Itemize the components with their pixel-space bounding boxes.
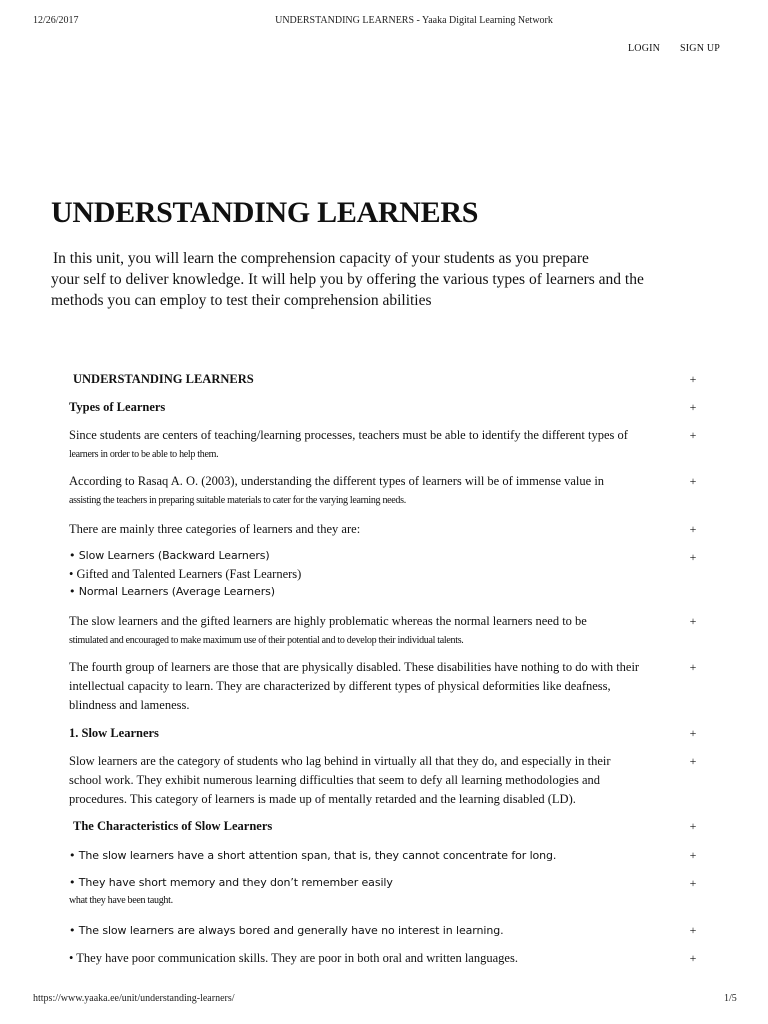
list-item: • Slow Learners (Backward Learners) <box>69 549 270 562</box>
expand-toggle[interactable]: + <box>689 372 697 386</box>
section-paragraph: According to Rasaq A. O. (2003), understanding the different types of learners will be of immense value in assisting the teachers in preparing suitable materials to cater for the varying learning needs. <box>69 474 605 506</box>
intro-line: In this unit, you will learn the comprehension capacity of your students as you prepare <box>53 250 589 267</box>
expand-toggle[interactable]: + <box>689 726 697 740</box>
section-paragraph: Slow learners are the category of students who lag behind in virtually all that they do, and especially in their school work. They exhibit numerous learning difficulties that seem to defy all learning methodologies and procedures. This category of learners is made up of mentally retarded and the learning disabled (LD). <box>69 754 611 806</box>
print-page-title: UNDERSTANDING LEARNERS - Yaaka Digital Learning Network <box>275 15 553 26</box>
signup-link[interactable]: SIGN UP <box>680 43 721 54</box>
bullet-list <box>69 547 675 601</box>
expand-toggle[interactable]: + <box>689 550 697 564</box>
expand-toggle[interactable]: + <box>689 951 697 965</box>
page-title: UNDERSTANDING LEARNERS <box>51 196 479 229</box>
expand-toggle[interactable]: + <box>689 876 697 890</box>
intro-line: your self to deliver knowledge. It will help you by offering the various types of learners and the <box>51 271 644 288</box>
list-item: • The slow learners have a short attention span, that is, they cannot concentrate for long. <box>69 849 557 862</box>
expand-toggle[interactable]: + <box>689 923 697 937</box>
expand-toggle[interactable]: + <box>689 428 697 442</box>
section-heading: The Characteristics of Slow Learners <box>73 819 273 833</box>
list-item: • They have poor communication skills. They are poor in both oral and written languages. <box>69 951 518 965</box>
list-item: • The slow learners are always bored and generally have no interest in learning. <box>69 924 504 937</box>
section-paragraph <box>69 949 675 968</box>
print-url: https://www.yaaka.ee/unit/understanding-learners/ <box>33 993 235 1004</box>
section-paragraph <box>69 846 675 865</box>
expand-toggle[interactable]: + <box>689 754 697 768</box>
expand-toggle[interactable]: + <box>689 474 697 488</box>
expand-toggle[interactable]: + <box>689 819 697 833</box>
expand-toggle[interactable]: + <box>689 848 697 862</box>
list-item: • They have short memory and they don’t remember easily <box>69 876 393 889</box>
expand-toggle[interactable]: + <box>689 400 697 414</box>
intro-line: methods you can employ to test their comprehension abilities <box>51 292 432 309</box>
section-heading: UNDERSTANDING LEARNERS <box>73 372 254 386</box>
login-link[interactable]: LOGIN <box>628 43 661 54</box>
section-paragraph: Since students are centers of teaching/learning processes, teachers must be able to identify the different types of learners in order to be able to help them. <box>69 428 628 460</box>
list-item: • Gifted and Talented Learners (Fast Learners) <box>69 567 302 581</box>
intro-paragraph <box>51 248 741 311</box>
expand-toggle[interactable]: + <box>689 614 697 628</box>
section-paragraph: The slow learners and the gifted learners are highly problematic whereas the normal learners need to be stimulated and encouraged to make maximum use of their potential and to develop their individual talents. <box>69 614 587 646</box>
expand-toggle[interactable]: + <box>689 660 697 674</box>
list-item: • Normal Learners (Average Learners) <box>69 585 275 598</box>
section-paragraph: There are mainly three categories of learners and they are: <box>69 522 361 536</box>
print-page-number: 1/5 <box>724 993 737 1004</box>
section-heading: Types of Learners <box>69 400 166 414</box>
expand-toggle[interactable]: + <box>689 522 697 536</box>
section-paragraph <box>69 921 675 940</box>
print-date: 12/26/2017 <box>33 15 79 26</box>
section-paragraph: The fourth group of learners are those that are physically disabled. These disabilities have nothing to do with their intellectual capacity to learn. They are characterized by different types of physical deformities like deafness, blindness and lameness. <box>69 660 640 712</box>
section-heading: 1. Slow Learners <box>69 726 159 740</box>
section-paragraph: • They have short memory and they don’t remember easily what they have been taught. <box>69 874 675 910</box>
